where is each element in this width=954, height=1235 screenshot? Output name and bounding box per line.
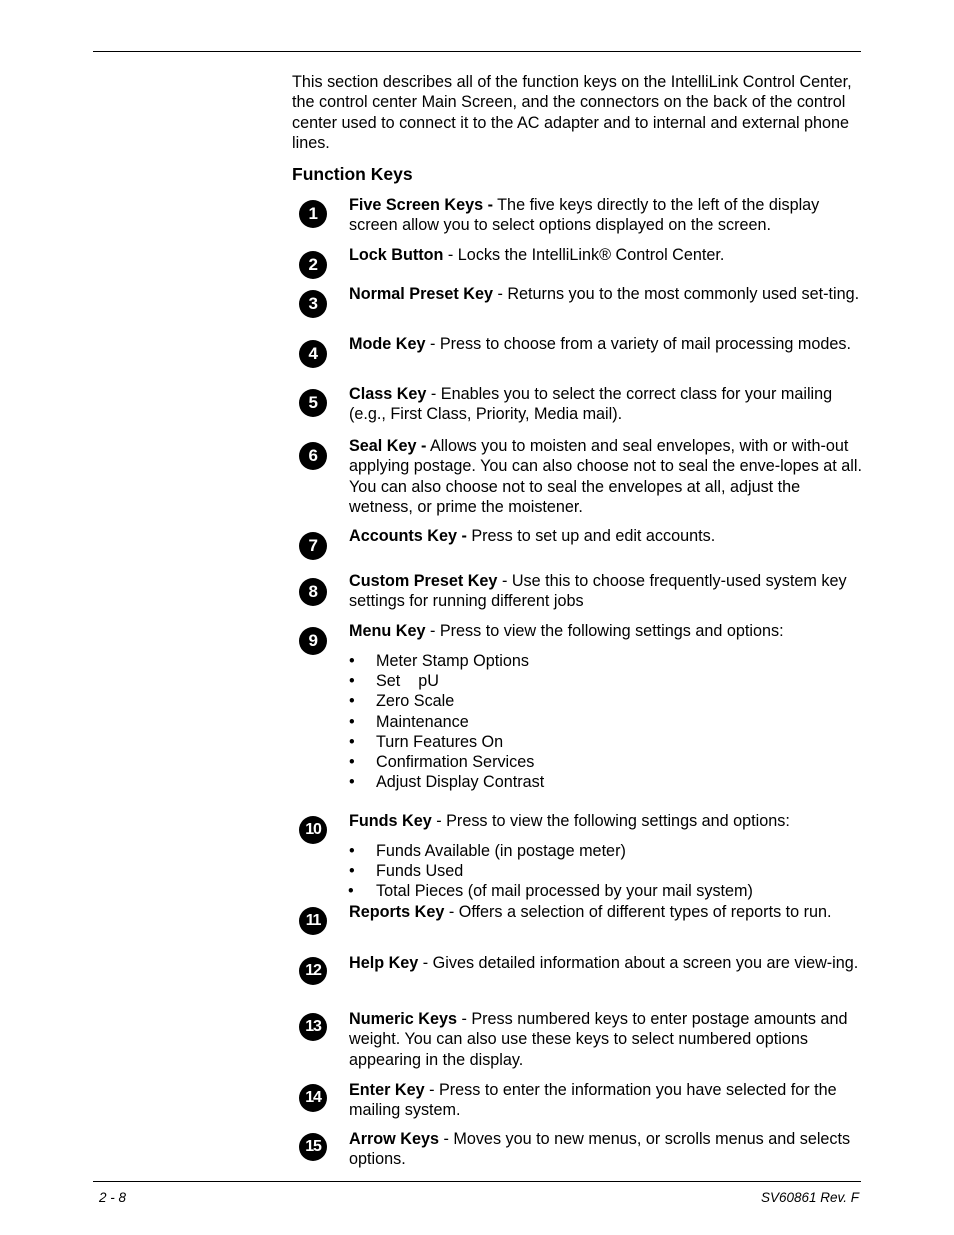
key-description xyxy=(349,1129,864,1170)
key-description xyxy=(349,384,864,425)
key-number-badge: 2 xyxy=(299,251,327,279)
key-text: - Press to choose from a variety of mail processing modes. xyxy=(425,335,852,353)
bullet: • xyxy=(349,773,355,792)
key-term: Five Screen Keys - xyxy=(349,196,493,214)
key-term: Menu Key xyxy=(349,622,426,640)
key-text: Allows you to moisten and seal envelopes, with or with-out applying postage. You can also choose not to seal the enve-lopes at all. You can also choose not to seal the envelopes at all, adjust the wetness, or prime the moistener. xyxy=(349,437,862,516)
key-term: Reports Key xyxy=(349,903,445,921)
key-number-badge: 8 xyxy=(299,578,327,606)
key-description xyxy=(349,1080,864,1121)
list-item: • Zero Scale xyxy=(349,692,455,711)
key-text: - Press to view the following settings and options: xyxy=(431,812,790,830)
list-item: • Total Pieces (of mail processed by your mail system) xyxy=(348,882,753,901)
bullet: • xyxy=(349,862,355,881)
bullet: • xyxy=(349,753,355,772)
key-text: - Locks the IntelliLink® Control Center. xyxy=(443,246,725,264)
key-number-badge: 6 xyxy=(299,442,327,470)
key-term: Mode Key xyxy=(349,335,426,353)
key-description xyxy=(349,436,864,517)
key-number-badge: 4 xyxy=(299,340,327,368)
key-number-badge: 5 xyxy=(299,389,327,417)
key-term: Numeric Keys xyxy=(349,1010,457,1028)
section-heading: Function Keys xyxy=(292,164,413,184)
bullet: • xyxy=(349,672,355,691)
key-description xyxy=(349,811,864,831)
document-revision: SV60861 Rev. F xyxy=(760,1190,859,1205)
key-term: Help Key xyxy=(349,954,419,972)
key-description xyxy=(349,571,864,612)
page-number: 2 - 8 xyxy=(99,1190,127,1205)
list-item: • Confirmation Services xyxy=(349,753,535,772)
bullet: • xyxy=(349,652,355,670)
key-text: - Press to enter the information you have selected for the mailing system. xyxy=(349,1081,837,1120)
key-description xyxy=(349,953,864,973)
list-item: • Adjust Display Contrast xyxy=(349,773,545,792)
key-number-badge: 7 xyxy=(299,532,327,560)
bullet: • xyxy=(349,712,355,731)
key-number-badge: 14 xyxy=(299,1084,327,1112)
key-number-badge: 10 xyxy=(299,816,327,844)
key-description xyxy=(349,621,864,641)
list-item: • Maintenance xyxy=(349,712,469,731)
list-item: • Turn Features On xyxy=(349,732,504,751)
list-item: • Set pU xyxy=(349,672,439,691)
bullet: • xyxy=(348,882,354,901)
key-description xyxy=(349,245,864,265)
bullet: • xyxy=(349,692,355,711)
header-rule xyxy=(93,51,861,52)
list-item: • Funds Used xyxy=(349,862,464,881)
key-term: Class Key xyxy=(349,385,427,403)
key-text: - Enables you to select the correct class for your mailing (e.g., First Class, Priority, Media mail). xyxy=(349,385,833,424)
bullet: • xyxy=(349,732,355,751)
menu-options-list xyxy=(349,651,864,792)
key-text: - Use this to choose frequently-used system key settings for running different jobs xyxy=(349,572,847,611)
key-term: Seal Key - xyxy=(349,437,427,455)
key-number-badge: 13 xyxy=(299,1013,327,1041)
key-text: - Press to view the following settings and options: xyxy=(425,622,784,640)
key-number-badge: 15 xyxy=(299,1133,327,1161)
intro-paragraph: This section describes all of the function keys on the IntelliLink Control Center, the control center Main Screen, and the connectors on the back of the control center used to connect it to the AC adapter and to internal and external phone lines. xyxy=(292,73,852,152)
key-description xyxy=(349,902,864,922)
key-number-badge: 3 xyxy=(299,290,327,318)
key-term: Funds Key xyxy=(349,812,432,830)
key-description xyxy=(349,195,864,236)
bullet: • xyxy=(349,842,355,860)
key-number-badge: 1 xyxy=(299,200,327,228)
key-description xyxy=(349,334,864,354)
key-text: - Gives detailed information about a screen you are view-ing. xyxy=(418,954,859,972)
footer-rule xyxy=(93,1181,861,1182)
key-number-badge: 12 xyxy=(299,957,327,985)
key-description xyxy=(349,284,864,304)
key-term: Normal Preset Key xyxy=(349,285,493,303)
key-text: - Moves you to new menus, or scrolls menus and selects options. xyxy=(349,1130,851,1169)
key-term: Lock Button xyxy=(349,246,444,264)
list-item: • Funds Available (in postage meter) xyxy=(349,842,626,860)
key-number-badge: 9 xyxy=(299,627,327,655)
key-description xyxy=(349,1009,864,1070)
key-text: The five keys directly to the left of the display screen allow you to select options displayed on the screen. xyxy=(349,196,820,235)
key-text: - Offers a selection of different types of reports to run. xyxy=(444,903,832,921)
key-text: - Returns you to the most commonly used set-ting. xyxy=(492,285,860,303)
key-text: Press to set up and edit accounts. xyxy=(466,527,716,545)
key-description xyxy=(349,526,864,546)
key-term: Enter Key xyxy=(349,1081,425,1099)
key-number-badge: 11 xyxy=(299,907,327,935)
key-term: Accounts Key - xyxy=(349,527,467,545)
key-text: - Press numbered keys to enter postage amounts and weight. You can also use these keys to select numbered options appearing in the display. xyxy=(349,1010,848,1069)
key-term: Custom Preset Key xyxy=(349,572,498,590)
funds-options-list xyxy=(349,841,864,902)
list-item: • Meter Stamp Options xyxy=(349,652,529,670)
key-term: Arrow Keys xyxy=(349,1130,439,1148)
